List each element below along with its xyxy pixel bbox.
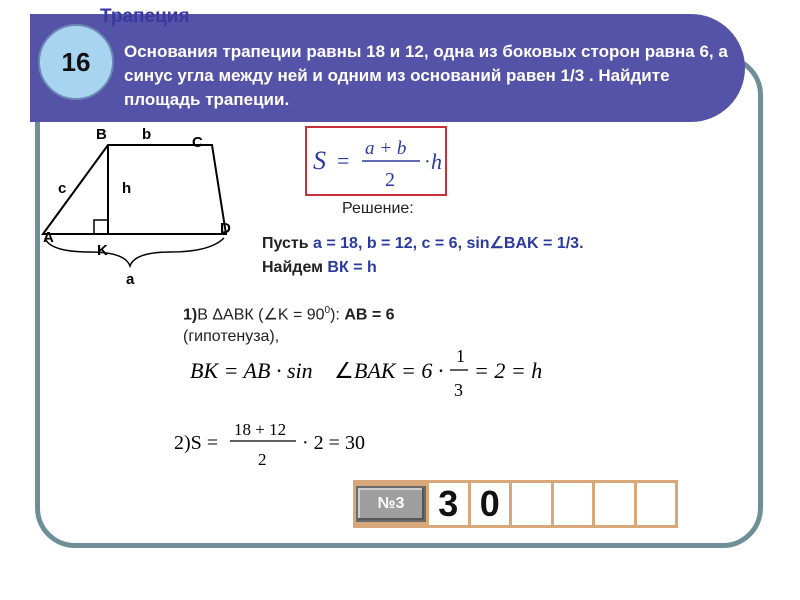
problem-number-badge: 16 bbox=[38, 24, 114, 100]
step-1-note: (гипотенуза), bbox=[183, 328, 280, 346]
svg-text:h: h bbox=[431, 149, 442, 174]
svg-text:BAK = 6 ·: BAK = 6 · bbox=[354, 358, 444, 383]
solution-heading: Решение: bbox=[342, 200, 414, 217]
given-values bbox=[262, 232, 682, 280]
svg-text:2)S =: 2)S = bbox=[174, 432, 219, 454]
find-target: ВК = h bbox=[327, 259, 377, 276]
svg-text:2: 2 bbox=[385, 169, 395, 191]
let-prefix: Пусть bbox=[262, 235, 314, 252]
step-1-number: 1) bbox=[183, 306, 198, 324]
step-1-triangle: В ΔАВК ( bbox=[197, 306, 264, 324]
angle-symbol-icon: ∠ bbox=[334, 358, 354, 383]
step-1-degree: 0 bbox=[324, 305, 331, 316]
answer-cell[interactable] bbox=[637, 483, 676, 525]
trapezoid-figure bbox=[30, 120, 260, 290]
angle-symbol-icon: ∠ bbox=[489, 235, 504, 252]
svg-text:1: 1 bbox=[456, 346, 465, 366]
svg-text:· 2 = 30: · 2 = 30 bbox=[302, 432, 365, 454]
svg-text:=: = bbox=[337, 148, 350, 173]
angle-symbol-icon: ∠ bbox=[263, 306, 278, 324]
svg-text:2: 2 bbox=[258, 450, 267, 469]
let-angle: BAK = 1/3. bbox=[503, 235, 584, 252]
svg-text:3: 3 bbox=[454, 380, 463, 400]
point-k-label: K bbox=[97, 242, 108, 259]
find-prefix: Найдем bbox=[262, 259, 328, 276]
side-a-label: a bbox=[126, 271, 135, 288]
area-formula-box bbox=[305, 126, 447, 196]
svg-text:18 + 12: 18 + 12 bbox=[234, 420, 287, 439]
trapezoid-shape bbox=[43, 145, 226, 234]
let-sin: sin bbox=[466, 235, 490, 252]
svg-text:S: S bbox=[313, 146, 326, 175]
side-c-label: c bbox=[58, 180, 67, 197]
answer-bar bbox=[353, 480, 678, 528]
vertex-c-label: C bbox=[192, 134, 203, 151]
answer-label-button[interactable]: №3 bbox=[356, 486, 426, 522]
vertex-a-label: A bbox=[43, 229, 54, 246]
vertex-b-label: B bbox=[96, 126, 107, 143]
equation-height bbox=[188, 340, 548, 402]
step-1-angle: K = 90 bbox=[277, 306, 325, 324]
answer-cell[interactable] bbox=[595, 483, 634, 525]
vertex-d-label: D bbox=[220, 220, 231, 237]
height-h-label: h bbox=[122, 180, 132, 197]
problem-statement: Основания трапеции равны 18 и 12, одна из боковых сторон равна 6, а синус угла между ней и одним из оснований равен 1/3 . Найдите площадь трапеции. bbox=[124, 42, 728, 109]
answer-cell[interactable]: 3 bbox=[429, 483, 468, 525]
answer-cell[interactable] bbox=[554, 483, 593, 525]
step-1-rest: ): bbox=[330, 306, 345, 324]
svg-text:= 2 = h: = 2 = h bbox=[474, 358, 543, 383]
answer-cell[interactable]: 0 bbox=[471, 483, 510, 525]
topic-title: Трапеция bbox=[100, 6, 190, 27]
step-1-ab: АВ = 6 bbox=[344, 306, 395, 324]
answer-cell[interactable] bbox=[512, 483, 551, 525]
equation-area bbox=[172, 415, 392, 471]
svg-text:BK = AB · sin: BK = AB · sin bbox=[190, 358, 313, 383]
let-values: a = 18, b = 12, c = 6, bbox=[313, 235, 467, 252]
side-b-label: b bbox=[142, 126, 152, 143]
svg-text:·: · bbox=[424, 151, 431, 173]
svg-text:a + b: a + b bbox=[365, 138, 407, 159]
right-angle-mark bbox=[94, 220, 108, 234]
base-a-brace bbox=[45, 238, 224, 266]
area-formula bbox=[307, 128, 445, 194]
